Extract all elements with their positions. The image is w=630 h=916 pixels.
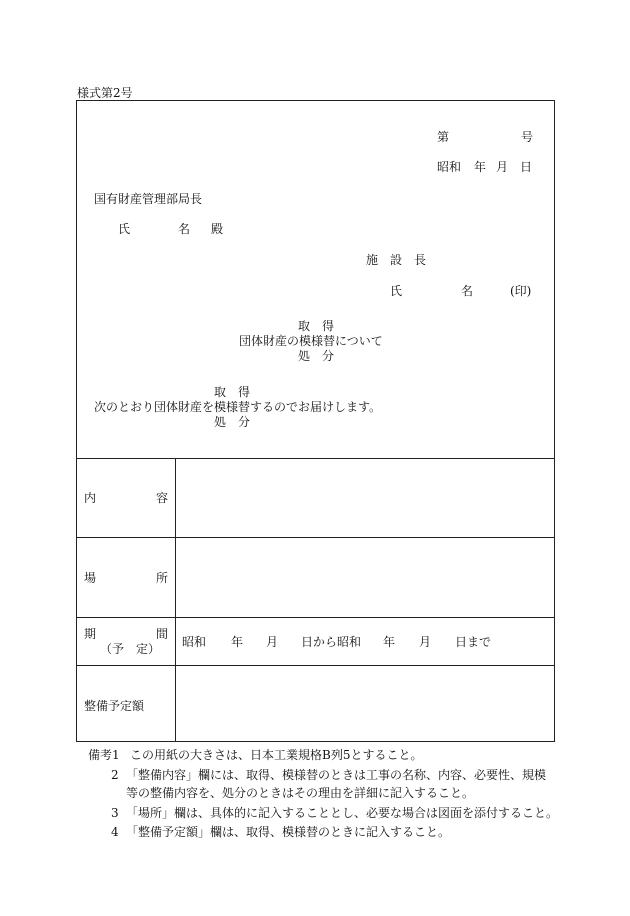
- addressee-honorific: 殿: [211, 222, 224, 236]
- subject-title: 団体財産の模様替について: [239, 334, 383, 348]
- note-2-line-1: 「整備内容」欄には、取得、模様替のときは工事の名称、内容、必要性、規模: [126, 768, 547, 782]
- sender-title-char-1: 施: [366, 253, 379, 267]
- addressee-title: 国有財産管理部局長: [94, 192, 203, 206]
- content-label: [84, 491, 168, 505]
- date-month: 月: [496, 160, 509, 174]
- addressee-name-label-1: 氏: [118, 222, 131, 236]
- table-column-divider: [175, 458, 176, 742]
- body-option-dispose: 処 分: [214, 415, 251, 429]
- addressee-name-label-2: 名: [178, 222, 191, 236]
- body-option-acquire: 取 得: [214, 385, 251, 399]
- date-day: 日: [520, 160, 533, 174]
- location-label-start: 場: [84, 571, 97, 585]
- sender-name-label-2: 名: [461, 284, 474, 298]
- period-label-end: 間: [155, 627, 168, 641]
- amount-label: 整備予定額: [84, 699, 145, 713]
- note-2-line-2: 等の整備内容を、処分のときはその理由を詳細に記入すること。: [126, 786, 475, 800]
- period-month-from: 月: [266, 635, 279, 649]
- location-label-end: 所: [155, 571, 168, 585]
- period-era-from: 昭和: [182, 635, 207, 649]
- note-4-number: 4: [111, 825, 119, 839]
- sender-name-label-1: 氏: [390, 284, 403, 298]
- period-year-to: 年: [383, 635, 396, 649]
- notes-header: 備考1: [88, 748, 120, 762]
- table-rule-3: [76, 665, 555, 666]
- sender-title-char-3: 長: [414, 253, 427, 267]
- period-year-from: 年: [231, 635, 244, 649]
- period-label: [84, 627, 168, 641]
- table-rule-1: [76, 537, 555, 538]
- date-year: 年: [474, 160, 487, 174]
- note-3: 「場所」欄は、具体的に記入することとし、必要な場合は図面を添付すること。: [126, 806, 559, 820]
- subject-option-dispose: 処 分: [298, 349, 335, 363]
- seal-mark: (印): [510, 284, 532, 298]
- period-month-to: 月: [419, 635, 432, 649]
- note-4: 「整備予定額」欄は、取得、模様替のときに記入すること。: [126, 825, 451, 839]
- content-label-start: 内: [84, 491, 97, 505]
- note-1: この用紙の大きさは、日本工業規格B列5とすること。: [130, 748, 423, 762]
- sender-title-char-2: 設: [390, 253, 403, 267]
- table-rule-2: [76, 617, 555, 618]
- location-label: [84, 571, 168, 585]
- content-label-end: 容: [155, 491, 168, 505]
- table-top-rule: [76, 458, 555, 459]
- period-label-sub: （予 定）: [100, 642, 161, 656]
- form-number: 様式第2号: [77, 86, 133, 100]
- period-label-start: 期: [84, 627, 97, 641]
- doc-number-suffix: 号: [521, 130, 534, 144]
- note-3-number: 3: [111, 806, 119, 820]
- body-sentence: 次のとおり団体財産を模様替するのでお届けします。: [94, 400, 382, 414]
- period-day-from: 日から昭和: [301, 635, 362, 649]
- subject-option-acquire: 取 得: [298, 319, 335, 333]
- note-2-number: 2: [111, 768, 119, 782]
- period-day-to: 日まで: [455, 635, 492, 649]
- doc-number-prefix: 第: [437, 130, 450, 144]
- date-era: 昭和: [437, 160, 462, 174]
